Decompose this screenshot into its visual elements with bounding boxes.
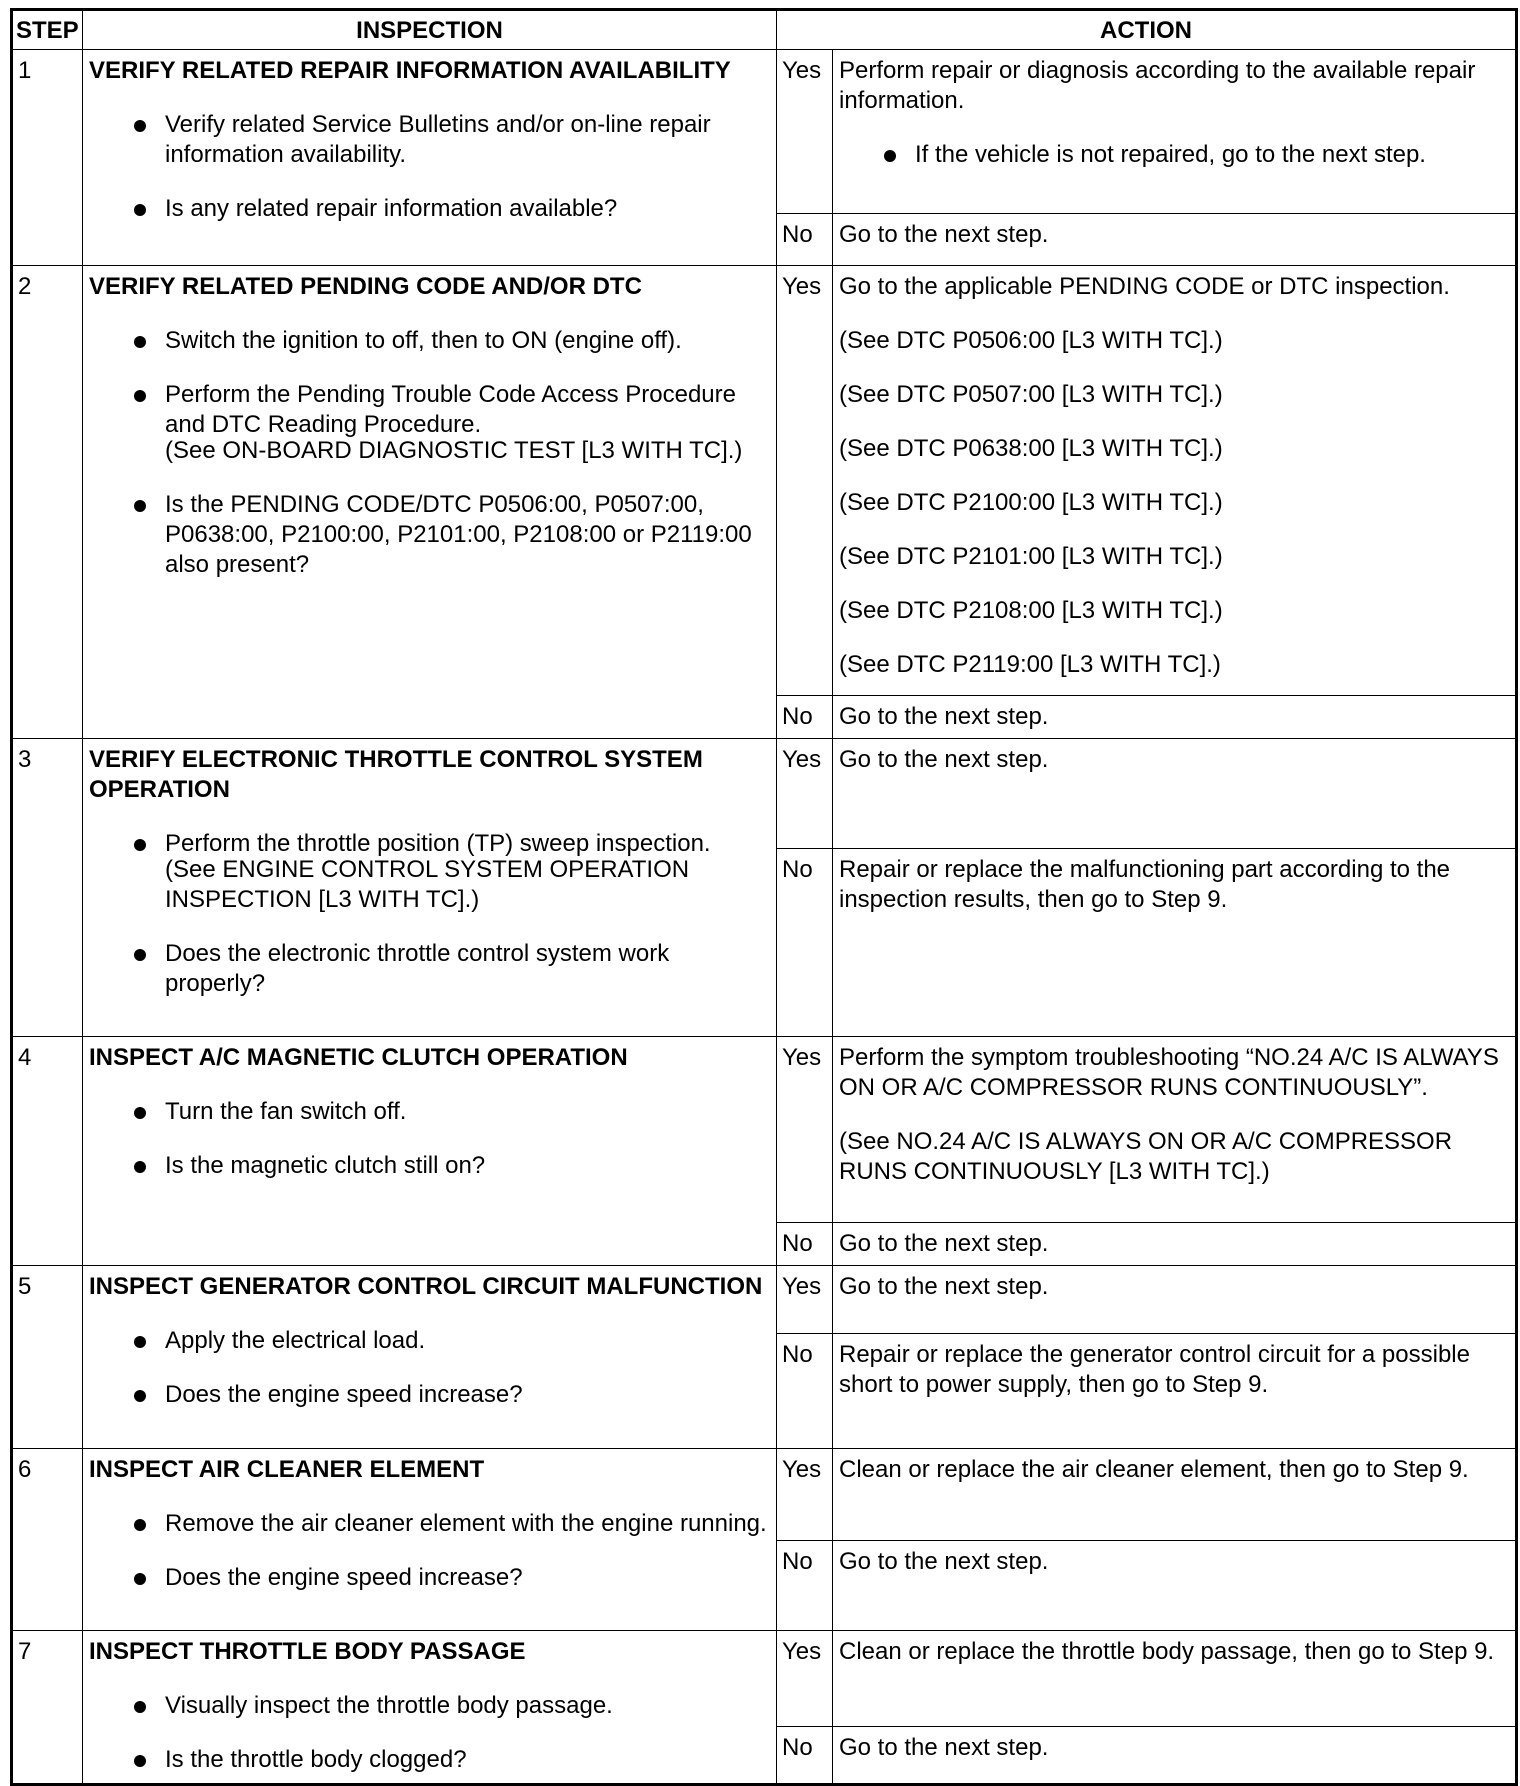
no-label: No [777,849,833,1037]
no-label: No [777,1334,833,1449]
step-number: 7 [12,1631,83,1785]
inspection-bullet: Does the electronic throttle control system work properly? [89,939,770,999]
dtc-link: (See DTC P2108:00 [L3 WITH TC].) [839,597,1223,624]
inspection-cell [83,1631,777,1785]
reference-note: (See ENGINE CONTROL SYSTEM OPERATION INSPECTION [L3 WITH TC].) [165,856,690,913]
action-bullet: If the vehicle is not repaired, go to the next step. [839,140,1509,170]
yes-label: Yes [777,266,833,696]
step-number: 1 [12,50,83,266]
inspection-bullet: Does the engine speed increase? [89,1563,770,1593]
step-number: 5 [12,1266,83,1449]
bullet-icon [134,1107,146,1119]
step-1-yes-row [12,50,1517,214]
inspection-cell [83,50,777,266]
no-action: Go to the next step. [833,1727,1517,1785]
inspection-cell [83,1449,777,1631]
step-number: 6 [12,1449,83,1631]
step-2-yes-row [12,266,1517,696]
no-label: No [777,1727,833,1785]
inspection-bullet: Visually inspect the throttle body passage. [89,1691,770,1721]
step-title: INSPECT THROTTLE BODY PASSAGE [89,1638,526,1665]
yes-label: Yes [777,1037,833,1223]
no-action: Go to the next step. [833,1541,1517,1631]
inspection-bullet: Perform the Pending Trouble Code Access Procedure and DTC Reading Procedure. [89,380,770,440]
inspection-bullet: Is any related repair information available? [89,194,770,224]
no-action: Repair or replace the malfunctioning part according to the inspection results, then go to Step 9. [833,849,1517,1037]
reference-note: (See ON-BOARD DIAGNOSTIC TEST [L3 WITH TC].) [165,437,743,464]
header-row [12,10,1517,50]
bullet-icon [134,1573,146,1585]
procedure-document [10,8,1515,1786]
step-3-yes-row [12,739,1517,849]
dtc-link: (See DTC P2100:00 [L3 WITH TC].) [839,489,1223,516]
diagnostic-table [10,8,1518,1786]
bullet-icon [134,1390,146,1402]
inspection-cell [83,739,777,1037]
yes-action: Perform the symptom troubleshooting “NO.24 A/C IS ALWAYS ON OR A/C COMPRESSOR RUNS CONTINUOUSLY”. (See NO.24 A/C IS ALWAYS ON OR A/C COMPRESSOR RUNS CONTINUOUSLY [L3 WITH TC].) [833,1037,1517,1223]
yes-label: Yes [777,1266,833,1334]
no-action: Repair or replace the generator control circuit for a possible short to power supply, then go to Step 9. [833,1334,1517,1449]
dtc-link: (See DTC P2119:00 [L3 WITH TC].) [839,651,1221,678]
action-header: ACTION [777,10,1517,50]
inspection-bullet: Does the engine speed increase? [89,1380,770,1410]
inspection-cell [83,1266,777,1449]
no-label: No [777,1223,833,1266]
step-title: INSPECT AIR CLEANER ELEMENT [89,1456,485,1483]
yes-label: Yes [777,50,833,214]
bullet-icon [134,500,146,512]
yes-action: Go to the next step. [833,739,1517,849]
no-label: No [777,696,833,739]
step-7-yes-row [12,1631,1517,1727]
bullet-icon [884,150,896,162]
bullet-icon [134,1336,146,1348]
step-number: 2 [12,266,83,739]
inspection-bullet: Turn the fan switch off. [89,1097,770,1127]
step-title: VERIFY ELECTRONIC THROTTLE CONTROL SYSTEM OPERATION [89,746,703,803]
step-5-yes-row [12,1266,1517,1334]
inspection-bullet: Perform the throttle position (TP) sweep inspection. [89,829,770,859]
step-number: 4 [12,1037,83,1266]
no-action: Go to the next step. [833,214,1517,266]
yes-action: Perform repair or diagnosis according to the available repair information. If the vehicle is not repaired, go to the next step. [833,50,1517,214]
inspection-cell [83,1037,777,1266]
inspection-bullet: Is the throttle body clogged? [89,1745,770,1775]
no-action: Go to the next step. [833,1223,1517,1266]
yes-label: Yes [777,739,833,849]
bullet-icon [134,336,146,348]
inspection-bullet: Is the PENDING CODE/DTC P0506:00, P0507:00, P0638:00, P2100:00, P2101:00, P2108:00 or P2119:00 also present? [89,490,770,580]
step-4-yes-row [12,1037,1517,1223]
yes-action: Clean or replace the air cleaner element, then go to Step 9. [833,1449,1517,1541]
no-label: No [777,1541,833,1631]
dtc-link: (See DTC P0507:00 [L3 WITH TC].) [839,381,1223,408]
bullet-icon [134,949,146,961]
bullet-icon [134,1755,146,1767]
inspection-bullet: Remove the air cleaner element with the engine running. [89,1509,770,1539]
bullet-icon [134,1161,146,1173]
bullet-icon [134,120,146,132]
inspection-bullet: Is the magnetic clutch still on? [89,1151,770,1181]
dtc-link: (See DTC P2101:00 [L3 WITH TC].) [839,543,1223,570]
inspection-bullet: Apply the electrical load. [89,1326,770,1356]
dtc-link: (See DTC P0638:00 [L3 WITH TC].) [839,435,1223,462]
yes-action: Go to the next step. [833,1266,1517,1334]
step-title: VERIFY RELATED PENDING CODE AND/OR DTC [89,273,642,300]
yes-action: Clean or replace the throttle body passage, then go to Step 9. [833,1631,1517,1727]
bullet-icon [134,839,146,851]
inspection-header: INSPECTION [83,10,777,50]
yes-label: Yes [777,1631,833,1727]
step-number: 3 [12,739,83,1037]
bullet-icon [134,204,146,216]
step-header: STEP [12,10,83,50]
step-title: INSPECT GENERATOR CONTROL CIRCUIT MALFUNCTION [89,1273,763,1300]
yes-label: Yes [777,1449,833,1541]
bullet-icon [134,390,146,402]
inspection-bullet: Switch the ignition to off, then to ON (engine off). [89,326,770,356]
step-6-yes-row [12,1449,1517,1541]
bullet-icon [134,1701,146,1713]
step-title: INSPECT A/C MAGNETIC CLUTCH OPERATION [89,1044,628,1071]
bullet-icon [134,1519,146,1531]
inspection-bullet: Verify related Service Bulletins and/or on-line repair information availability. [89,110,770,170]
inspection-cell [83,266,777,739]
step-title: VERIFY RELATED REPAIR INFORMATION AVAILABILITY [89,57,731,84]
dtc-link: (See DTC P0506:00 [L3 WITH TC].) [839,327,1223,354]
yes-action: Go to the applicable PENDING CODE or DTC inspection. (See DTC P0506:00 [L3 WITH TC].) (See DTC P0507:00 [L3 WITH TC].) (See DTC P0638:00 [L3 WITH TC].) (See DTC P2100:00 [L3 WITH TC].) (See DTC P2101:00 [L3 WITH TC].) (See DTC P2108:00 [L3 WITH TC].) (See DTC P2119:00 [L3 WITH TC].) [833,266,1517,696]
no-label: No [777,214,833,266]
no-action: Go to the next step. [833,696,1517,739]
